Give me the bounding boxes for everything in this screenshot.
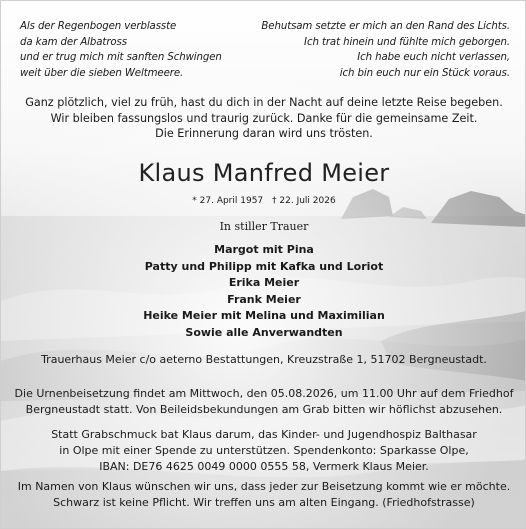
mourning-house-address: Trauerhaus Meier c/o aeterno Bestattungen, Kreuzstraße 1, 51702 Bergneustadt. (41, 353, 487, 366)
poem-line: Als der Regenbogen verblasste (20, 21, 177, 32)
poem-line: Behutsam setzte er mich an den Rand des Lichts. (261, 21, 510, 32)
deceased-name: Klaus Manfred Meier (138, 159, 390, 187)
farewell-line: Die Erinnerung daran wird uns trösten. (155, 127, 373, 140)
mourner-entry: Patty und Philipp mit Kafka und Loriot (144, 259, 384, 273)
poem-line: Ich trat hinein und fühlte mich geborgen. (304, 36, 510, 48)
urn-burial-line: Die Urnenbeisetzung findet am Mittwoch, den 05.08.2026, um 11.00 Uhr auf dem Friedhof (14, 387, 514, 400)
mourners-list (1, 242, 526, 342)
farewell-line: Wir bleiben fassungslos und traurig zurück. Danke für die gemeinsame Zeit. (50, 111, 478, 125)
closing-line: Im Namen von Klaus wünschen wir uns, dass jeder zur Beisetzung kommt wie er möchte. (17, 480, 511, 493)
farewell-line: Ganz plötzlich, viel zu früh, hast du dich in der Nacht auf deine letzte Reise begeben. (25, 96, 503, 109)
poem-line: Ich habe euch nicht verlassen, (357, 52, 510, 63)
mourner-entry: Margot mit Pina (214, 243, 314, 256)
mourner-entry: Frank Meier (227, 292, 301, 306)
mourner-entry: Erika Meier (228, 276, 300, 290)
closing-note (1, 479, 526, 511)
death-date: † 22. Juli 2026 (272, 196, 336, 206)
urn-burial-line: Bergneustadt statt. Von Beileidsbekundungen am Grab bitten wir höflichst abzusehen. (25, 402, 503, 416)
poem-line: weit über die sieben Weltmeere. (20, 67, 184, 79)
birth-date: * 27. April 1957 (192, 196, 264, 206)
mourner-entry: Sowie alle Anverwandten (185, 325, 343, 339)
poem-line: da kam der Albatross (20, 36, 127, 48)
poem-line: ich bin euch nur ein Stück voraus. (339, 67, 510, 79)
mourners-intro: In stiller Trauer (219, 220, 309, 233)
donation-line: Statt Grabschmuck bat Klaus darum, das Kinder- und Jugendhospiz Balthasar (51, 428, 477, 441)
life-dates (1, 196, 526, 206)
poem-line: und er trug mich mit sanften Schwingen (20, 52, 222, 63)
urn-burial-info (1, 386, 526, 418)
mourner-entry: Heike Meier mit Melina und Maximilian (143, 309, 385, 323)
donation-info (1, 427, 526, 474)
closing-line: Schwarz ist keine Pflicht. Wir treffen uns am alten Eingang. (Friedhofstrasse) (53, 495, 475, 509)
farewell-text (1, 95, 526, 142)
donation-line: IBAN: DE76 4625 0049 0000 0555 58, Vermerk Klaus Meier. (99, 459, 429, 473)
poem-right-column (261, 19, 510, 81)
donation-line: in Olpe mit einer Spende zu unterstützen. Spendenkonto: Sparkasse Olpe, (59, 443, 469, 457)
poem-left-column (20, 19, 222, 81)
